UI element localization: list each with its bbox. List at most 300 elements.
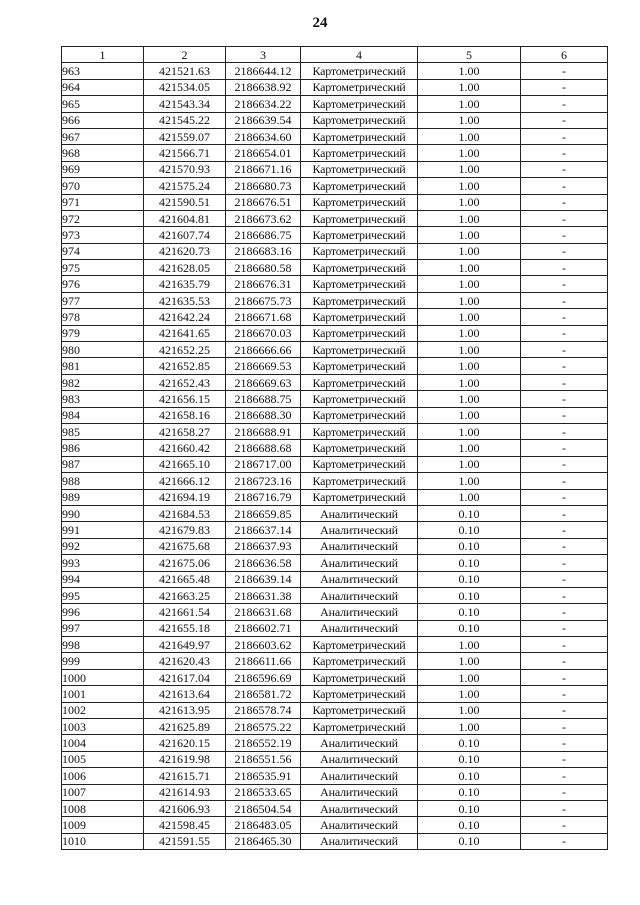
point-number-cell: 995 [62,587,144,603]
method-cell: Картометрический [301,637,418,653]
note-cell: - [521,620,608,636]
point-number-cell: 1010 [62,833,144,849]
table-row [62,440,608,456]
point-number-cell: 1001 [62,686,144,702]
note-cell: - [521,555,608,571]
x-coordinate-cell: 421656.15 [144,391,226,407]
method-cell: Картометрический [301,96,418,112]
x-coordinate-cell: 421521.63 [144,63,226,79]
point-number-cell: 966 [62,112,144,128]
note-cell: - [521,194,608,210]
table-row [62,604,608,620]
accuracy-cell: 1.00 [418,702,521,718]
accuracy-cell: 1.00 [418,374,521,390]
method-cell: Картометрический [301,276,418,292]
table-row [62,145,608,161]
method-cell: Аналитический [301,800,418,816]
table-row [62,587,608,603]
x-coordinate-cell: 421642.24 [144,309,226,325]
point-number-cell: 976 [62,276,144,292]
x-coordinate-cell: 421598.45 [144,817,226,833]
y-coordinate-cell: 2186578.74 [226,702,301,718]
y-coordinate-cell: 2186552.19 [226,735,301,751]
y-coordinate-cell: 2186634.60 [226,128,301,144]
y-coordinate-cell: 2186688.75 [226,391,301,407]
note-cell: - [521,145,608,161]
point-number-cell: 990 [62,505,144,521]
y-coordinate-cell: 2186683.16 [226,243,301,259]
table-row [62,423,608,439]
y-coordinate-cell: 2186654.01 [226,145,301,161]
point-number-cell: 1000 [62,669,144,685]
method-cell: Аналитический [301,505,418,521]
point-number-cell: 969 [62,161,144,177]
x-coordinate-cell: 421575.24 [144,178,226,194]
method-cell: Картометрический [301,227,418,243]
table-row [62,309,608,325]
point-number-cell: 997 [62,620,144,636]
x-coordinate-cell: 421658.27 [144,423,226,439]
y-coordinate-cell: 2186717.00 [226,456,301,472]
column-header-6: 6 [521,47,608,63]
point-number-cell: 1005 [62,751,144,767]
x-coordinate-cell: 421620.15 [144,735,226,751]
point-number-cell: 992 [62,538,144,554]
table-header [62,47,608,63]
accuracy-cell: 1.00 [418,178,521,194]
point-number-cell: 963 [62,63,144,79]
point-number-cell: 979 [62,325,144,341]
x-coordinate-cell: 421665.48 [144,571,226,587]
note-cell: - [521,669,608,685]
method-cell: Картометрический [301,391,418,407]
method-cell: Картометрический [301,456,418,472]
y-coordinate-cell: 2186669.53 [226,358,301,374]
table-row [62,227,608,243]
method-cell: Картометрический [301,325,418,341]
x-coordinate-cell: 421684.53 [144,505,226,521]
y-coordinate-cell: 2186673.62 [226,210,301,226]
x-coordinate-cell: 421570.93 [144,161,226,177]
coordinates-table [61,46,608,850]
column-header-4: 4 [301,47,418,63]
point-number-cell: 988 [62,473,144,489]
table-row [62,292,608,308]
point-number-cell: 977 [62,292,144,308]
point-number-cell: 1009 [62,817,144,833]
method-cell: Аналитический [301,522,418,538]
method-cell: Аналитический [301,751,418,767]
table-row [62,555,608,571]
y-coordinate-cell: 2186634.22 [226,96,301,112]
point-number-cell: 987 [62,456,144,472]
accuracy-cell: 1.00 [418,391,521,407]
x-coordinate-cell: 421658.16 [144,407,226,423]
table-row [62,719,608,735]
x-coordinate-cell: 421590.51 [144,194,226,210]
method-cell: Картометрический [301,260,418,276]
accuracy-cell: 1.00 [418,194,521,210]
y-coordinate-cell: 2186602.71 [226,620,301,636]
note-cell: - [521,79,608,95]
point-number-cell: 998 [62,637,144,653]
accuracy-cell: 0.10 [418,751,521,767]
table-row [62,538,608,554]
y-coordinate-cell: 2186670.03 [226,325,301,341]
y-coordinate-cell: 2186611.66 [226,653,301,669]
point-number-cell: 984 [62,407,144,423]
table-row [62,473,608,489]
method-cell: Картометрический [301,243,418,259]
table-row [62,489,608,505]
table-row [62,620,608,636]
method-cell: Картометрический [301,473,418,489]
accuracy-cell: 0.10 [418,833,521,849]
table-row [62,407,608,423]
method-cell: Картометрический [301,210,418,226]
accuracy-cell: 1.00 [418,669,521,685]
y-coordinate-cell: 2186639.54 [226,112,301,128]
accuracy-cell: 0.10 [418,555,521,571]
x-coordinate-cell: 421675.06 [144,555,226,571]
y-coordinate-cell: 2186465.30 [226,833,301,849]
accuracy-cell: 1.00 [418,309,521,325]
x-coordinate-cell: 421663.25 [144,587,226,603]
note-cell: - [521,571,608,587]
point-number-cell: 981 [62,358,144,374]
note-cell: - [521,309,608,325]
method-cell: Аналитический [301,768,418,784]
point-number-cell: 991 [62,522,144,538]
point-number-cell: 1003 [62,719,144,735]
x-coordinate-cell: 421666.12 [144,473,226,489]
accuracy-cell: 1.00 [418,489,521,505]
x-coordinate-cell: 421675.68 [144,538,226,554]
method-cell: Аналитический [301,555,418,571]
point-number-cell: 967 [62,128,144,144]
x-coordinate-cell: 421545.22 [144,112,226,128]
table-row [62,63,608,79]
x-coordinate-cell: 421652.85 [144,358,226,374]
method-cell: Картометрический [301,63,418,79]
x-coordinate-cell: 421665.10 [144,456,226,472]
table-row [62,669,608,685]
note-cell: - [521,178,608,194]
accuracy-cell: 0.10 [418,817,521,833]
column-header-1: 1 [62,47,144,63]
x-coordinate-cell: 421628.05 [144,260,226,276]
accuracy-cell: 1.00 [418,407,521,423]
table-row [62,112,608,128]
note-cell: - [521,96,608,112]
point-number-cell: 983 [62,391,144,407]
point-number-cell: 986 [62,440,144,456]
note-cell: - [521,489,608,505]
method-cell: Картометрический [301,178,418,194]
x-coordinate-cell: 421679.83 [144,522,226,538]
y-coordinate-cell: 2186551.56 [226,751,301,767]
x-coordinate-cell: 421613.64 [144,686,226,702]
table-row [62,571,608,587]
x-coordinate-cell: 421606.93 [144,800,226,816]
point-number-cell: 968 [62,145,144,161]
method-cell: Картометрический [301,128,418,144]
note-cell: - [521,719,608,735]
y-coordinate-cell: 2186680.73 [226,178,301,194]
y-coordinate-cell: 2186716.79 [226,489,301,505]
accuracy-cell: 0.10 [418,768,521,784]
method-cell: Картометрический [301,292,418,308]
table-row [62,800,608,816]
point-number-cell: 1002 [62,702,144,718]
note-cell: - [521,391,608,407]
x-coordinate-cell: 421566.71 [144,145,226,161]
note-cell: - [521,210,608,226]
method-cell: Картометрический [301,358,418,374]
x-coordinate-cell: 421620.43 [144,653,226,669]
note-cell: - [521,784,608,800]
x-coordinate-cell: 421641.65 [144,325,226,341]
table-row [62,637,608,653]
y-coordinate-cell: 2186596.69 [226,669,301,685]
x-coordinate-cell: 421615.71 [144,768,226,784]
table-row [62,325,608,341]
accuracy-cell: 1.00 [418,292,521,308]
method-cell: Аналитический [301,784,418,800]
note-cell: - [521,505,608,521]
y-coordinate-cell: 2186638.92 [226,79,301,95]
table-row [62,768,608,784]
note-cell: - [521,800,608,816]
note-cell: - [521,342,608,358]
table-row [62,79,608,95]
x-coordinate-cell: 421604.81 [144,210,226,226]
table-row [62,686,608,702]
method-cell: Картометрический [301,669,418,685]
point-number-cell: 1004 [62,735,144,751]
y-coordinate-cell: 2186639.14 [226,571,301,587]
method-cell: Картометрический [301,161,418,177]
x-coordinate-cell: 421614.93 [144,784,226,800]
accuracy-cell: 1.00 [418,358,521,374]
accuracy-cell: 0.10 [418,522,521,538]
accuracy-cell: 0.10 [418,620,521,636]
x-coordinate-cell: 421652.43 [144,374,226,390]
table-row [62,702,608,718]
note-cell: - [521,374,608,390]
page-number: 24 [312,15,328,31]
y-coordinate-cell: 2186637.14 [226,522,301,538]
method-cell: Картометрический [301,489,418,505]
note-cell: - [521,243,608,259]
note-cell: - [521,735,608,751]
point-number-cell: 973 [62,227,144,243]
y-coordinate-cell: 2186483.05 [226,817,301,833]
column-header-5: 5 [418,47,521,63]
point-number-cell: 964 [62,79,144,95]
y-coordinate-cell: 2186676.51 [226,194,301,210]
accuracy-cell: 1.00 [418,653,521,669]
y-coordinate-cell: 2186533.65 [226,784,301,800]
accuracy-cell: 0.10 [418,800,521,816]
point-number-cell: 1006 [62,768,144,784]
point-number-cell: 1007 [62,784,144,800]
x-coordinate-cell: 421619.98 [144,751,226,767]
point-number-cell: 999 [62,653,144,669]
method-cell: Картометрический [301,309,418,325]
point-number-cell: 994 [62,571,144,587]
accuracy-cell: 1.00 [418,96,521,112]
point-number-cell: 974 [62,243,144,259]
y-coordinate-cell: 2186688.68 [226,440,301,456]
point-number-cell: 965 [62,96,144,112]
point-number-cell: 989 [62,489,144,505]
note-cell: - [521,260,608,276]
x-coordinate-cell: 421543.34 [144,96,226,112]
x-coordinate-cell: 421625.89 [144,719,226,735]
y-coordinate-cell: 2186688.30 [226,407,301,423]
note-cell: - [521,292,608,308]
x-coordinate-cell: 421694.19 [144,489,226,505]
y-coordinate-cell: 2186644.12 [226,63,301,79]
x-coordinate-cell: 421559.07 [144,128,226,144]
note-cell: - [521,604,608,620]
note-cell: - [521,128,608,144]
y-coordinate-cell: 2186688.91 [226,423,301,439]
accuracy-cell: 1.00 [418,423,521,439]
note-cell: - [521,653,608,669]
method-cell: Аналитический [301,604,418,620]
accuracy-cell: 1.00 [418,63,521,79]
note-cell: - [521,686,608,702]
method-cell: Картометрический [301,423,418,439]
accuracy-cell: 1.00 [418,161,521,177]
method-cell: Картометрический [301,719,418,735]
method-cell: Картометрический [301,407,418,423]
x-coordinate-cell: 421613.95 [144,702,226,718]
table-row [62,260,608,276]
point-number-cell: 996 [62,604,144,620]
method-cell: Аналитический [301,817,418,833]
table-row [62,210,608,226]
note-cell: - [521,423,608,439]
accuracy-cell: 0.10 [418,571,521,587]
table-row [62,194,608,210]
column-header-2: 2 [144,47,226,63]
header-row [62,47,608,63]
y-coordinate-cell: 2186581.72 [226,686,301,702]
x-coordinate-cell: 421652.25 [144,342,226,358]
note-cell: - [521,63,608,79]
table-row [62,735,608,751]
y-coordinate-cell: 2186686.75 [226,227,301,243]
x-coordinate-cell: 421617.04 [144,669,226,685]
accuracy-cell: 0.10 [418,538,521,554]
table-row [62,128,608,144]
note-cell: - [521,227,608,243]
table-row [62,391,608,407]
y-coordinate-cell: 2186636.58 [226,555,301,571]
accuracy-cell: 1.00 [418,112,521,128]
x-coordinate-cell: 421660.42 [144,440,226,456]
point-number-cell: 971 [62,194,144,210]
note-cell: - [521,358,608,374]
y-coordinate-cell: 2186504.54 [226,800,301,816]
accuracy-cell: 0.10 [418,604,521,620]
x-coordinate-cell: 421661.54 [144,604,226,620]
x-coordinate-cell: 421635.53 [144,292,226,308]
note-cell: - [521,112,608,128]
y-coordinate-cell: 2186676.31 [226,276,301,292]
table-row [62,96,608,112]
table-row [62,817,608,833]
note-cell: - [521,276,608,292]
note-cell: - [521,538,608,554]
note-cell: - [521,522,608,538]
x-coordinate-cell: 421534.05 [144,79,226,95]
table-row [62,784,608,800]
method-cell: Картометрический [301,79,418,95]
y-coordinate-cell: 2186637.93 [226,538,301,554]
table-row [62,342,608,358]
x-coordinate-cell: 421591.55 [144,833,226,849]
table-row [62,653,608,669]
point-number-cell: 980 [62,342,144,358]
table-row [62,833,608,849]
note-cell: - [521,325,608,341]
point-number-cell: 985 [62,423,144,439]
note-cell: - [521,833,608,849]
y-coordinate-cell: 2186631.68 [226,604,301,620]
accuracy-cell: 0.10 [418,587,521,603]
accuracy-cell: 1.00 [418,260,521,276]
y-coordinate-cell: 2186666.66 [226,342,301,358]
table-row [62,505,608,521]
table-row [62,358,608,374]
accuracy-cell: 1.00 [418,243,521,259]
table-row [62,276,608,292]
y-coordinate-cell: 2186575.22 [226,719,301,735]
x-coordinate-cell: 421620.73 [144,243,226,259]
accuracy-cell: 0.10 [418,784,521,800]
accuracy-cell: 0.10 [418,735,521,751]
note-cell: - [521,637,608,653]
y-coordinate-cell: 2186669.63 [226,374,301,390]
note-cell: - [521,702,608,718]
table-row [62,456,608,472]
accuracy-cell: 1.00 [418,145,521,161]
table-row [62,161,608,177]
table-row [62,178,608,194]
point-number-cell: 982 [62,374,144,390]
note-cell: - [521,440,608,456]
note-cell: - [521,768,608,784]
accuracy-cell: 1.00 [418,637,521,653]
note-cell: - [521,456,608,472]
point-number-cell: 972 [62,210,144,226]
table-row [62,522,608,538]
table-body [62,63,608,850]
note-cell: - [521,587,608,603]
note-cell: - [521,473,608,489]
accuracy-cell: 1.00 [418,210,521,226]
note-cell: - [521,817,608,833]
point-number-cell: 978 [62,309,144,325]
y-coordinate-cell: 2186535.91 [226,768,301,784]
method-cell: Аналитический [301,538,418,554]
method-cell: Картометрический [301,374,418,390]
y-coordinate-cell: 2186723.16 [226,473,301,489]
